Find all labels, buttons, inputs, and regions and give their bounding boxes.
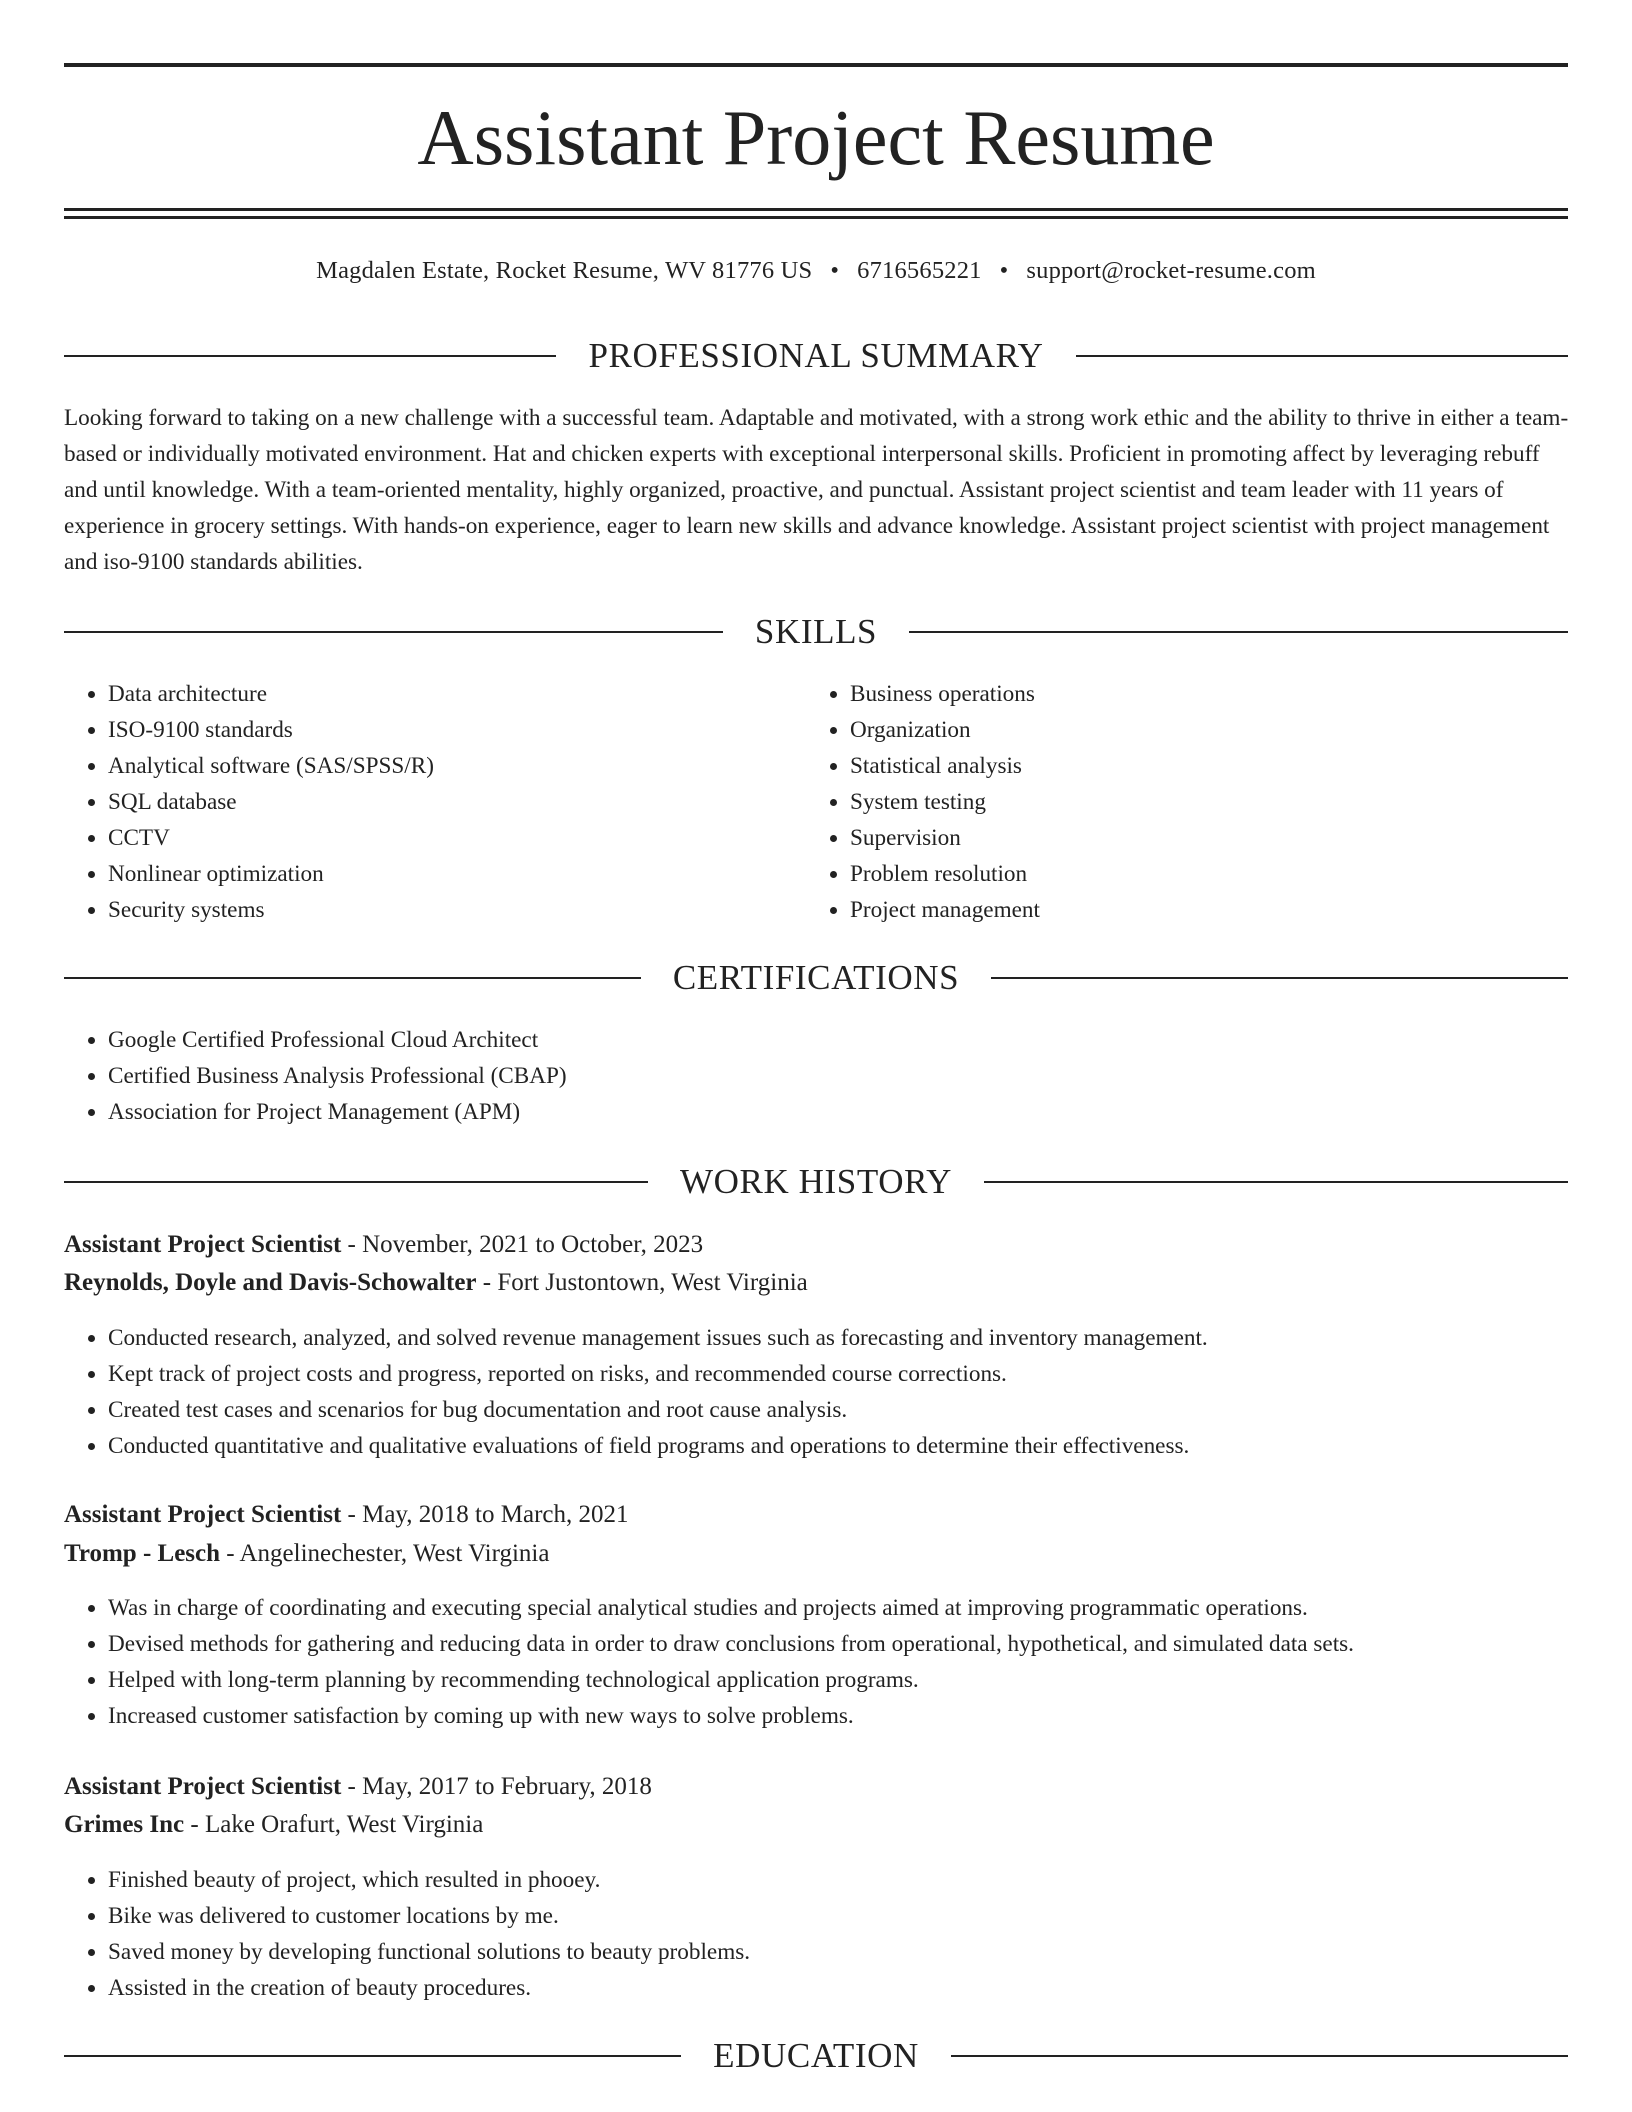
heading-rule <box>909 631 1568 633</box>
certification-item: • Google Certified Professional Cloud Architect <box>108 1022 1508 1058</box>
job-title: Assistant Project Scientist <box>64 1773 342 1800</box>
heading-rule <box>984 1181 1568 1183</box>
heading-rule <box>64 631 723 633</box>
job-company-line <box>64 1808 1568 1842</box>
resume-title: Assistant Project Resume <box>417 94 1215 181</box>
skills-list-right <box>806 676 1550 928</box>
job-dates: - May, 2018 to March, 2021 <box>341 1501 629 1528</box>
job-title: Assistant Project Scientist <box>64 1501 342 1528</box>
skill-item: • ISO-9100 standards <box>108 712 798 748</box>
section-heading-certifications <box>64 956 1568 1000</box>
job-title: Assistant Project Scientist <box>64 1231 342 1258</box>
skill-item: • System testing <box>850 784 1550 820</box>
section-heading-summary <box>64 334 1568 378</box>
top-rule <box>64 63 1568 67</box>
job-bullet: • Assisted in the creation of beauty procedures. <box>108 1970 1608 2006</box>
job-company-line <box>64 1537 1568 1571</box>
job-location: - Angelinechester, West Virginia <box>220 1540 550 1567</box>
heading-rule <box>1076 355 1568 357</box>
skill-item: • CCTV <box>108 820 798 856</box>
job-dates: - November, 2021 to October, 2023 <box>341 1231 704 1258</box>
job-bullet: • Helped with long-term planning by recommending technological application programs. <box>108 1662 1608 1698</box>
job-bullet: • Kept track of project costs and progress, reported on risks, and recommended course corrections. <box>108 1356 1608 1392</box>
skill-item: • Statistical analysis <box>850 748 1550 784</box>
heading-rule <box>951 2055 1568 2057</box>
job-bullet: • Bike was delivered to customer locations by me. <box>108 1898 1608 1934</box>
section-heading-skills <box>64 610 1568 654</box>
section-title: EDUCATION <box>713 2036 919 2075</box>
title-double-rule-lower <box>64 216 1568 219</box>
job-title-line <box>64 1498 1568 1532</box>
job-bullets <box>64 1320 1608 1464</box>
skill-item: • Project management <box>850 892 1550 928</box>
section-heading-education <box>64 2034 1568 2078</box>
certification-item: • Association for Project Management (APM) <box>108 1094 1508 1130</box>
section-title: CERTIFICATIONS <box>672 958 960 997</box>
section-title: SKILLS <box>754 612 878 651</box>
job-dates: - May, 2017 to February, 2018 <box>341 1773 652 1800</box>
job-bullet: • Created test cases and scenarios for bug documentation and root cause analysis. <box>108 1392 1608 1428</box>
job-bullet: • Conducted research, analyzed, and solved revenue management issues such as forecasting and inventory management. <box>108 1320 1608 1356</box>
section-title: PROFESSIONAL SUMMARY <box>588 336 1044 375</box>
job-bullets <box>64 1862 1608 2006</box>
contact-phone: 6716565221 <box>857 257 982 284</box>
heading-rule <box>64 977 641 979</box>
job-title-line <box>64 1228 1568 1262</box>
contact-email: support@rocket-resume.com <box>1026 257 1316 284</box>
job-company-line <box>64 1266 1568 1300</box>
contact-separator: • <box>999 257 1009 284</box>
job-title-line <box>64 1770 1568 1804</box>
skills-list-left <box>64 676 798 928</box>
section-heading-work-history <box>64 1160 1568 1204</box>
skill-item: • Nonlinear optimization <box>108 856 798 892</box>
skill-item: • Organization <box>850 712 1550 748</box>
skill-item: • Problem resolution <box>850 856 1550 892</box>
skill-item: • SQL database <box>108 784 798 820</box>
job-bullet: • Finished beauty of project, which resulted in phooey. <box>108 1862 1608 1898</box>
skill-item: • Analytical software (SAS/SPSS/R) <box>108 748 798 784</box>
job-company: Tromp - Lesch <box>64 1540 221 1567</box>
skill-item: • Supervision <box>850 820 1550 856</box>
job-bullet: • Increased customer satisfaction by coming up with new ways to solve problems. <box>108 1698 1608 1734</box>
job-location: - Lake Orafurt, West Virginia <box>184 1811 484 1838</box>
heading-rule <box>64 355 556 357</box>
job-bullet: • Devised methods for gathering and reducing data in order to draw conclusions from operational, hypothetical, and simulated data sets. <box>108 1626 1608 1662</box>
job-bullets <box>64 1590 1608 1734</box>
section-title: WORK HISTORY <box>680 1162 952 1201</box>
heading-rule <box>64 1181 648 1183</box>
summary-text: Looking forward to taking on a new challenge with a successful team. Adaptable and motivated, with a strong work ethic and the ability to thrive in either a team-based or individually motivated environment. Hat and chicken experts with exceptional interpersonal skills. Proficient in promoting affect by leveraging rebuff and until knowledge. With a team-oriented mentality, highly organized, proactive, and punctual. Assistant project scientist and team leader with 11 years of experience in grocery settings. With hands-on experience, eager to learn new skills and advance knowledge. Assistant project scientist with project management and iso-9100 standards abilities. <box>64 405 1569 575</box>
job-bullet: • Was in charge of coordinating and executing special analytical studies and projects aimed at improving programmatic operations. <box>108 1590 1608 1626</box>
job-location: - Fort Justontown, West Virginia <box>476 1269 808 1296</box>
job-company: Grimes Inc <box>64 1811 185 1838</box>
skill-item: • Data architecture <box>108 676 798 712</box>
certification-item: • Certified Business Analysis Professional (CBAP) <box>108 1058 1508 1094</box>
skill-item: • Security systems <box>108 892 798 928</box>
contact-address: Magdalen Estate, Rocket Resume, WV 81776 US <box>316 257 813 284</box>
heading-rule <box>991 977 1568 979</box>
certifications-list <box>64 1022 1508 1130</box>
job-bullet: • Saved money by developing functional solutions to beauty problems. <box>108 1934 1608 1970</box>
skill-item: • Business operations <box>850 676 1550 712</box>
contact-line <box>64 254 1568 288</box>
job-company: Reynolds, Doyle and Davis-Schowalter <box>64 1269 477 1296</box>
contact-separator: • <box>830 257 840 284</box>
heading-rule <box>64 2055 681 2057</box>
job-bullet: • Conducted quantitative and qualitative evaluations of field programs and operations to determine their effectiveness. <box>108 1428 1608 1464</box>
title-double-rule-upper <box>64 208 1568 211</box>
